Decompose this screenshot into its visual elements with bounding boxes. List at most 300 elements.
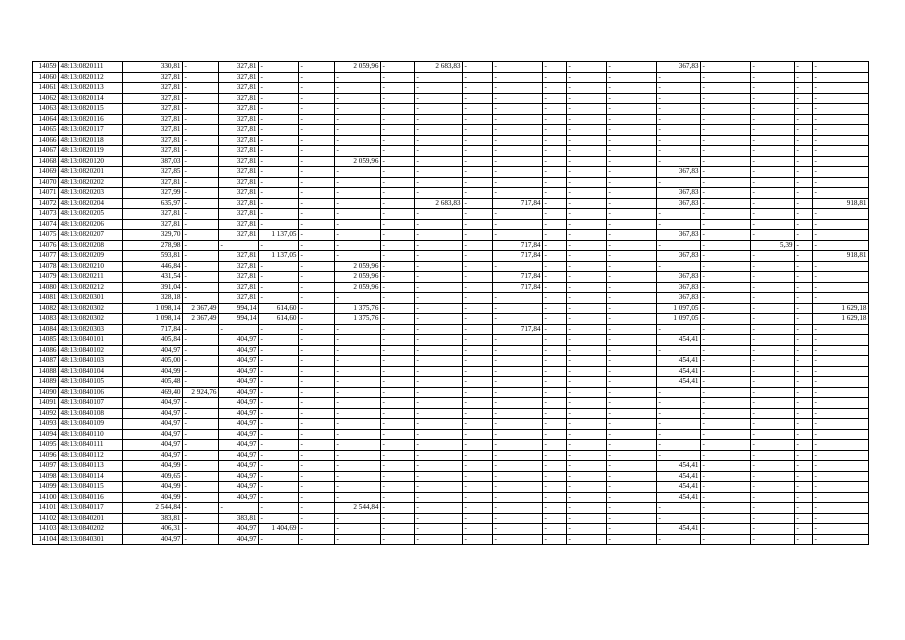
value-cell: - (701, 177, 751, 188)
value-cell: - (751, 429, 795, 440)
value-cell: - (543, 230, 567, 241)
value-cell: - (463, 503, 493, 514)
value-cell: - (701, 272, 751, 283)
value-cell: - (813, 534, 869, 545)
value-cell: - (183, 282, 219, 293)
value-cell: - (335, 125, 381, 136)
value-cell: 404,97 (219, 419, 259, 430)
value-cell: 1 404,69 (259, 524, 299, 535)
table-row (33, 450, 869, 461)
value-cell: - (299, 104, 335, 115)
value-cell: - (299, 471, 335, 482)
value-cell: - (795, 366, 813, 377)
value-cell: - (567, 513, 607, 524)
value-cell: - (751, 408, 795, 419)
value-cell: - (299, 429, 335, 440)
value-cell: - (701, 492, 751, 503)
row-number-cell: 14098 (33, 471, 59, 482)
value-cell: - (751, 482, 795, 493)
value-cell: - (795, 377, 813, 388)
value-cell: - (493, 356, 543, 367)
value-cell: - (493, 72, 543, 83)
value-cell: - (567, 251, 607, 262)
value-cell: - (567, 503, 607, 514)
value-cell: - (335, 209, 381, 220)
value-cell: - (607, 72, 657, 83)
value-cell: - (415, 356, 463, 367)
value-cell: 404,97 (219, 440, 259, 451)
value-cell: - (543, 72, 567, 83)
value-cell: - (607, 398, 657, 409)
value-cell: 2 059,96 (335, 156, 381, 167)
value-cell: - (701, 135, 751, 146)
value-cell: - (415, 83, 463, 94)
value-cell: 406,31 (123, 524, 183, 535)
value-cell: - (543, 240, 567, 251)
value-cell: - (299, 125, 335, 136)
value-cell: - (493, 93, 543, 104)
value-cell: - (463, 156, 493, 167)
value-cell: - (381, 398, 415, 409)
value-cell: - (183, 114, 219, 125)
value-cell: - (381, 72, 415, 83)
value-cell: 431,54 (123, 272, 183, 283)
value-cell: - (463, 293, 493, 304)
value-cell: - (813, 230, 869, 241)
row-number-cell: 14091 (33, 398, 59, 409)
value-cell: - (493, 440, 543, 451)
cadastral-number-cell: 48:13:0820209 (59, 251, 123, 262)
value-cell: - (543, 440, 567, 451)
value-cell: - (701, 314, 751, 325)
value-cell: - (813, 188, 869, 199)
value-cell: 367,83 (657, 251, 701, 262)
value-cell: - (795, 230, 813, 241)
value-cell: 1 097,05 (657, 314, 701, 325)
value-cell: 328,18 (123, 293, 183, 304)
value-cell: - (701, 209, 751, 220)
value-cell: - (415, 125, 463, 136)
value-cell: 327,81 (123, 93, 183, 104)
value-cell: - (795, 167, 813, 178)
value-cell: - (751, 345, 795, 356)
value-cell: - (813, 125, 869, 136)
value-cell: - (701, 440, 751, 451)
value-cell: - (183, 167, 219, 178)
value-cell: - (607, 450, 657, 461)
value-cell: - (751, 93, 795, 104)
value-cell: - (415, 503, 463, 514)
value-cell: 327,81 (219, 72, 259, 83)
value-cell: - (607, 335, 657, 346)
value-cell: - (813, 167, 869, 178)
value-cell: - (381, 513, 415, 524)
value-cell: - (543, 83, 567, 94)
value-cell: - (493, 429, 543, 440)
cadastral-number-cell: 48:13:0820201 (59, 167, 123, 178)
value-cell: 593,81 (123, 251, 183, 262)
value-cell: - (183, 324, 219, 335)
value-cell: 327,81 (123, 83, 183, 94)
value-cell: - (299, 282, 335, 293)
value-cell: - (607, 272, 657, 283)
value-cell: - (415, 219, 463, 230)
value-cell: - (543, 398, 567, 409)
value-cell: - (567, 419, 607, 430)
value-cell: - (299, 62, 335, 73)
value-cell: 327,81 (219, 198, 259, 209)
value-cell: - (299, 72, 335, 83)
cadastral-number-cell: 48:13:0840113 (59, 461, 123, 472)
value-cell: - (493, 303, 543, 314)
row-number-cell: 14065 (33, 125, 59, 136)
row-number-cell: 14101 (33, 503, 59, 514)
value-cell: - (259, 387, 299, 398)
value-cell: - (543, 408, 567, 419)
value-cell: - (415, 335, 463, 346)
value-cell: - (259, 503, 299, 514)
value-cell: - (795, 471, 813, 482)
value-cell: - (751, 230, 795, 241)
row-number-cell: 14080 (33, 282, 59, 293)
value-cell: - (183, 461, 219, 472)
value-cell: - (567, 135, 607, 146)
value-cell: - (183, 366, 219, 377)
value-cell: - (259, 135, 299, 146)
value-cell: - (701, 167, 751, 178)
value-cell: - (567, 471, 607, 482)
value-cell: - (381, 503, 415, 514)
value-cell: - (813, 272, 869, 283)
value-cell: 327,81 (123, 146, 183, 157)
value-cell: - (259, 209, 299, 220)
value-cell: - (543, 492, 567, 503)
value-cell: 2 924,76 (183, 387, 219, 398)
value-cell: - (701, 219, 751, 230)
value-cell: - (463, 419, 493, 430)
value-cell: - (381, 261, 415, 272)
value-cell: - (415, 450, 463, 461)
value-cell: - (463, 471, 493, 482)
value-cell: 327,81 (219, 293, 259, 304)
value-cell: - (567, 146, 607, 157)
value-cell: - (259, 356, 299, 367)
cadastral-number-cell: 48:13:0840104 (59, 366, 123, 377)
value-cell: - (183, 230, 219, 241)
value-cell: 2 544,84 (123, 503, 183, 514)
value-cell: - (701, 524, 751, 535)
value-cell: - (463, 482, 493, 493)
value-cell: - (543, 272, 567, 283)
value-cell: - (381, 387, 415, 398)
value-cell: - (463, 104, 493, 115)
value-cell: - (299, 513, 335, 524)
value-cell: - (183, 335, 219, 346)
value-cell: - (493, 314, 543, 325)
value-cell: - (751, 335, 795, 346)
cadastral-number-cell: 48:13:0820114 (59, 93, 123, 104)
value-cell: - (657, 398, 701, 409)
value-cell: - (543, 419, 567, 430)
value-cell: - (567, 461, 607, 472)
value-cell: 327,81 (219, 188, 259, 199)
value-cell: 717,84 (123, 324, 183, 335)
value-cell: - (795, 461, 813, 472)
cadastral-number-cell: 48:13:0820302 (59, 303, 123, 314)
value-cell: 454,41 (657, 366, 701, 377)
value-cell: 404,97 (219, 450, 259, 461)
value-cell: - (701, 261, 751, 272)
value-cell: - (299, 482, 335, 493)
value-cell: - (657, 261, 701, 272)
value-cell: - (299, 303, 335, 314)
value-cell: 1 375,76 (335, 303, 381, 314)
value-cell: - (259, 419, 299, 430)
value-cell: - (335, 440, 381, 451)
value-cell: - (543, 377, 567, 388)
value-cell: - (567, 398, 607, 409)
value-cell: - (183, 240, 219, 251)
value-cell: - (415, 209, 463, 220)
cadastral-number-cell: 48:13:0840108 (59, 408, 123, 419)
value-cell: - (567, 198, 607, 209)
value-cell: - (567, 314, 607, 325)
value-cell: 327,81 (219, 272, 259, 283)
value-cell: - (183, 356, 219, 367)
value-cell: - (701, 356, 751, 367)
value-cell: 404,97 (219, 429, 259, 440)
row-number-cell: 14093 (33, 419, 59, 430)
value-cell: - (259, 114, 299, 125)
value-cell: - (335, 230, 381, 241)
value-cell: - (813, 503, 869, 514)
cadastral-number-cell: 48:13:0840102 (59, 345, 123, 356)
value-cell: - (567, 324, 607, 335)
value-cell: - (259, 366, 299, 377)
value-cell: - (299, 240, 335, 251)
value-cell: - (381, 83, 415, 94)
value-cell: - (701, 303, 751, 314)
value-cell: - (493, 377, 543, 388)
value-cell: - (607, 167, 657, 178)
value-cell: - (567, 62, 607, 73)
value-cell: - (219, 503, 259, 514)
value-cell: - (813, 492, 869, 503)
value-cell: 327,81 (123, 125, 183, 136)
value-cell: - (657, 534, 701, 545)
value-cell: - (751, 534, 795, 545)
row-number-cell: 14059 (33, 62, 59, 73)
value-cell: - (813, 471, 869, 482)
value-cell: - (183, 146, 219, 157)
value-cell: - (567, 482, 607, 493)
table-row (33, 230, 869, 241)
value-cell: 404,97 (123, 450, 183, 461)
value-cell: - (813, 408, 869, 419)
value-cell: - (259, 240, 299, 251)
row-number-cell: 14103 (33, 524, 59, 535)
value-cell: - (259, 156, 299, 167)
value-cell: - (381, 534, 415, 545)
value-cell: - (463, 282, 493, 293)
value-cell: - (381, 366, 415, 377)
value-cell: - (381, 450, 415, 461)
value-cell: - (259, 345, 299, 356)
value-cell: - (657, 104, 701, 115)
value-cell: - (543, 104, 567, 115)
value-cell: - (259, 461, 299, 472)
value-cell: - (657, 177, 701, 188)
value-cell: - (567, 272, 607, 283)
value-cell: - (493, 398, 543, 409)
value-cell: - (701, 198, 751, 209)
cadastral-number-cell: 48:13:0820210 (59, 261, 123, 272)
value-cell: - (463, 93, 493, 104)
value-cell: - (183, 377, 219, 388)
value-cell: - (567, 335, 607, 346)
value-cell: - (415, 135, 463, 146)
value-cell: - (543, 146, 567, 157)
value-cell: - (493, 366, 543, 377)
value-cell: - (607, 93, 657, 104)
value-cell: 405,00 (123, 356, 183, 367)
cadastral-number-cell: 48:13:0840105 (59, 377, 123, 388)
value-cell: - (259, 324, 299, 335)
value-cell: - (751, 461, 795, 472)
value-cell: - (607, 240, 657, 251)
value-cell: - (607, 419, 657, 430)
value-cell: - (299, 156, 335, 167)
value-cell: - (657, 219, 701, 230)
value-cell: - (543, 429, 567, 440)
table-row (33, 471, 869, 482)
value-cell: - (463, 461, 493, 472)
value-cell: - (299, 177, 335, 188)
value-cell: - (463, 62, 493, 73)
cadastral-number-cell: 48:13:0820301 (59, 293, 123, 304)
table-row (33, 272, 869, 283)
value-cell: - (381, 177, 415, 188)
value-cell: - (299, 209, 335, 220)
value-cell: - (813, 335, 869, 346)
value-cell: 454,41 (657, 524, 701, 535)
value-cell: - (657, 503, 701, 514)
value-cell: - (259, 188, 299, 199)
value-cell: - (607, 356, 657, 367)
value-cell: - (701, 72, 751, 83)
value-cell: - (183, 62, 219, 73)
value-cell: - (795, 387, 813, 398)
value-cell: - (701, 146, 751, 157)
value-cell: - (751, 135, 795, 146)
row-number-cell: 14096 (33, 450, 59, 461)
value-cell: - (381, 335, 415, 346)
value-cell: - (463, 377, 493, 388)
value-cell: - (657, 114, 701, 125)
value-cell: - (415, 314, 463, 325)
value-cell: - (299, 524, 335, 535)
value-cell: 327,81 (219, 146, 259, 157)
value-cell: - (813, 135, 869, 146)
value-cell: - (415, 72, 463, 83)
value-cell: - (657, 156, 701, 167)
value-cell: 717,84 (493, 251, 543, 262)
value-cell: - (299, 219, 335, 230)
value-cell: - (607, 366, 657, 377)
value-cell: 367,83 (657, 62, 701, 73)
value-cell: - (795, 62, 813, 73)
value-cell: - (299, 345, 335, 356)
value-cell: - (567, 534, 607, 545)
value-cell: - (607, 114, 657, 125)
value-cell: 614,60 (259, 303, 299, 314)
value-cell: - (543, 135, 567, 146)
value-cell: - (183, 534, 219, 545)
value-cell: 327,81 (219, 209, 259, 220)
value-cell: 327,81 (219, 261, 259, 272)
value-cell: - (701, 461, 751, 472)
value-cell: - (299, 230, 335, 241)
value-cell: - (701, 408, 751, 419)
value-cell: - (751, 188, 795, 199)
value-cell: - (701, 251, 751, 262)
value-cell: 409,65 (123, 471, 183, 482)
value-cell: - (795, 177, 813, 188)
value-cell: 918,81 (813, 198, 869, 209)
value-cell: 327,81 (219, 93, 259, 104)
value-cell: - (795, 534, 813, 545)
value-cell: - (493, 335, 543, 346)
value-cell: - (751, 293, 795, 304)
value-cell: - (543, 345, 567, 356)
value-cell: - (463, 198, 493, 209)
value-cell: 327,81 (123, 177, 183, 188)
value-cell: - (335, 72, 381, 83)
value-cell: - (751, 156, 795, 167)
value-cell: 717,84 (493, 324, 543, 335)
value-cell: - (607, 429, 657, 440)
value-cell: - (543, 261, 567, 272)
value-cell: - (795, 408, 813, 419)
value-cell: - (607, 440, 657, 451)
value-cell: 327,99 (123, 188, 183, 199)
value-cell: 404,97 (219, 377, 259, 388)
value-cell: - (813, 398, 869, 409)
value-cell: - (813, 177, 869, 188)
value-cell: - (567, 450, 607, 461)
value-cell: - (415, 282, 463, 293)
value-cell: - (183, 72, 219, 83)
value-cell: - (701, 156, 751, 167)
value-cell: - (415, 471, 463, 482)
row-number-cell: 14090 (33, 387, 59, 398)
value-cell: - (415, 188, 463, 199)
row-number-cell: 14078 (33, 261, 59, 272)
table-row (33, 125, 869, 136)
value-cell: - (543, 93, 567, 104)
value-cell: - (335, 461, 381, 472)
value-cell: - (381, 93, 415, 104)
value-cell: - (795, 450, 813, 461)
value-cell: - (567, 188, 607, 199)
value-cell: - (183, 440, 219, 451)
value-cell: 327,81 (123, 219, 183, 230)
value-cell: - (381, 314, 415, 325)
row-number-cell: 14070 (33, 177, 59, 188)
value-cell: - (813, 387, 869, 398)
value-cell: - (493, 83, 543, 94)
value-cell: - (299, 251, 335, 262)
